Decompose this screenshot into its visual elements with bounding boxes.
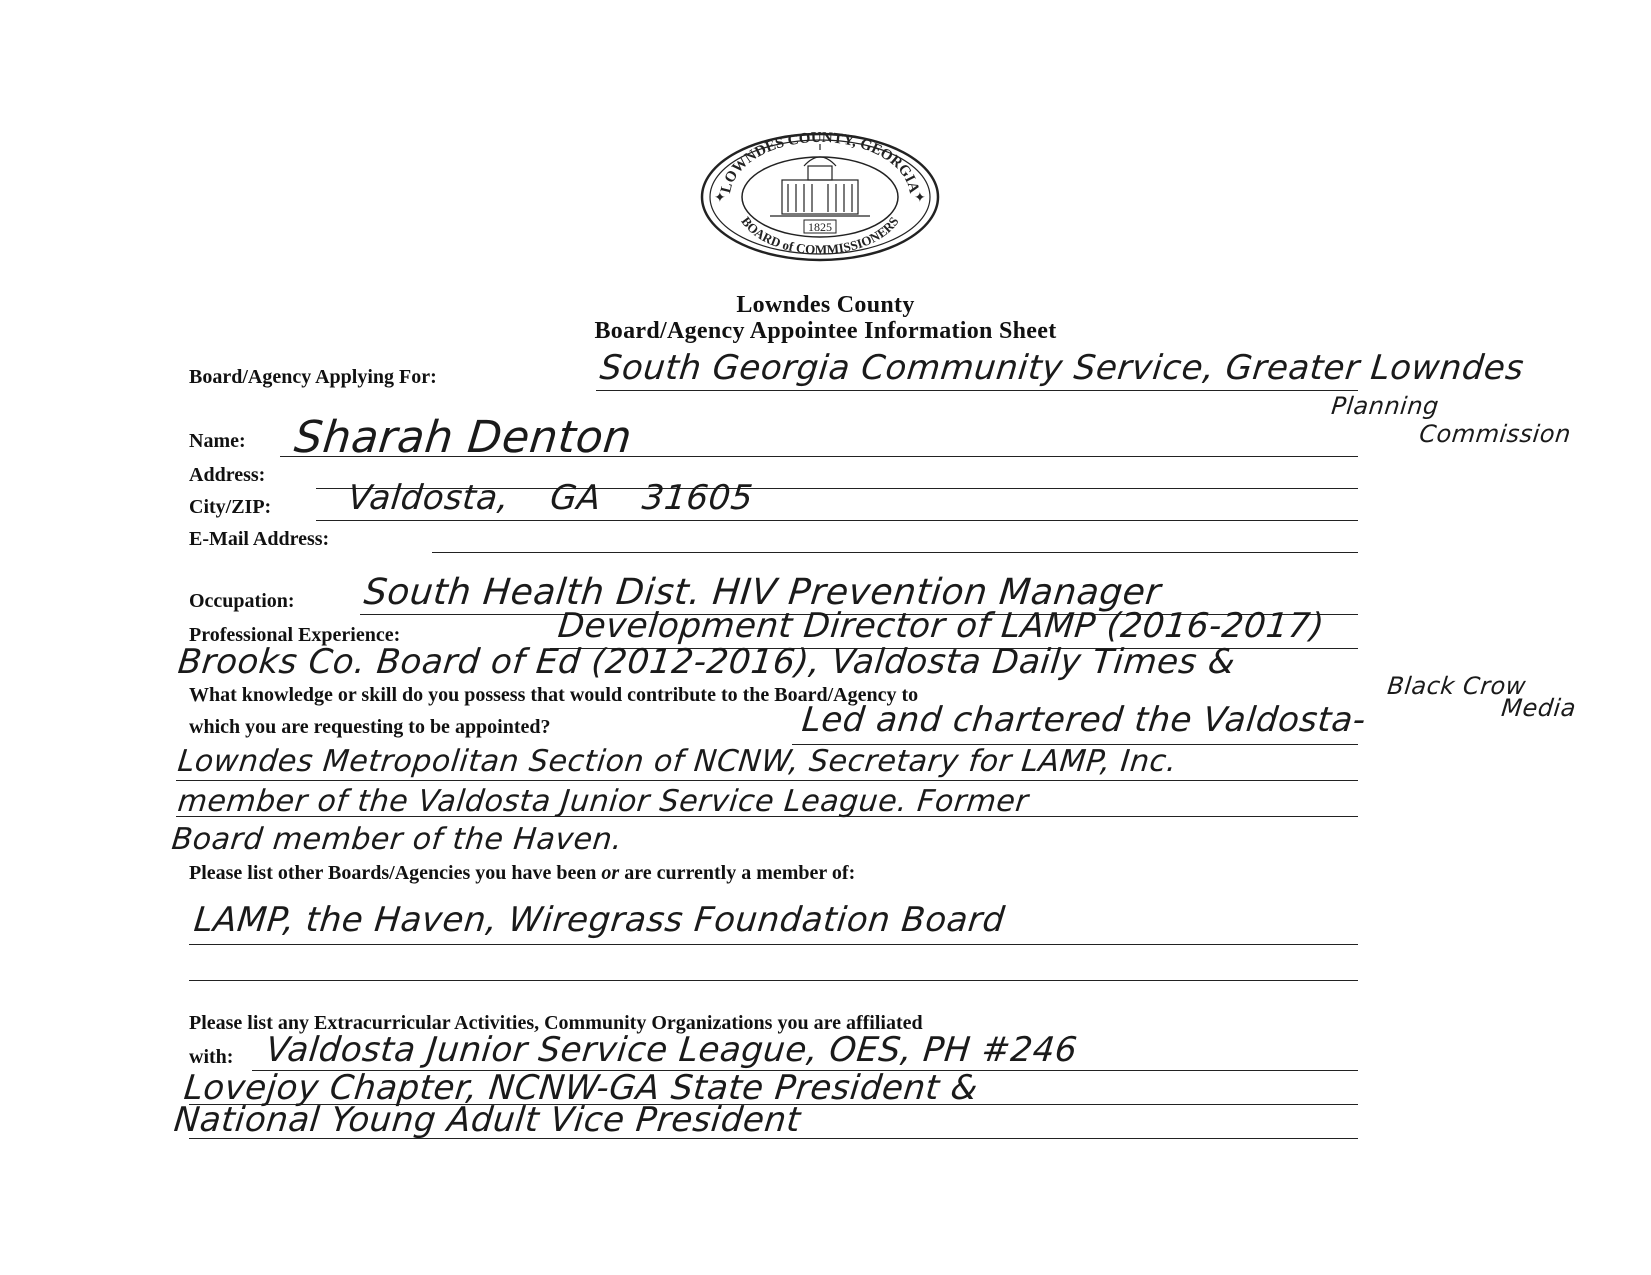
activities-line3: National Young Adult Vice President	[172, 1100, 803, 1140]
other-boards-value: LAMP, the Haven, Wiregrass Foundation Board	[192, 900, 1007, 940]
other-boards-field-line2[interactable]	[189, 980, 1358, 981]
experience-line3: Black Crow	[1386, 672, 1528, 700]
activities-label-line2: with:	[189, 1046, 234, 1068]
cityzip-field-line[interactable]	[316, 520, 1358, 521]
cityzip-label: City/ZIP:	[189, 496, 272, 518]
knowledge-line1: Led and chartered the Valdosta-	[800, 700, 1368, 740]
other-boards-label: Please list other Boards/Agencies you have been or are currently a member of:	[189, 862, 856, 884]
other-boards-field-line1[interactable]	[189, 944, 1358, 945]
experience-label: Professional Experience:	[189, 624, 401, 646]
board-field-line[interactable]	[596, 390, 1358, 391]
occupation-label: Occupation:	[189, 590, 295, 612]
knowledge-line2: Lowndes Metropolitan Section of NCNW, Secretary for LAMP, Inc.	[176, 744, 1179, 779]
board-label: Board/Agency Applying For:	[189, 366, 437, 388]
seal-top-text: LOWNDES COUNTY, GEORGIA	[718, 132, 922, 195]
experience-line4: Media	[1500, 694, 1578, 722]
county-seal	[700, 132, 940, 262]
cityzip-value: Valdosta, GA 31605	[346, 478, 756, 518]
name-value: Sharah Denton	[292, 412, 635, 463]
svg-text:✦: ✦	[914, 191, 926, 206]
activities-line2: Lovejoy Chapter, NCNW-GA State President &	[182, 1068, 980, 1108]
knowledge-label-line1: What knowledge or skill do you possess that would contribute to the Board/Agency to	[189, 684, 919, 706]
board-value-cont1: Planning	[1330, 392, 1441, 420]
seal-year: 1825	[808, 220, 832, 234]
knowledge-field-line3[interactable]	[176, 816, 1358, 817]
knowledge-line3: member of the Valdosta Junior Service League. Former	[176, 784, 1031, 819]
experience-line2: Brooks Co. Board of Ed (2012-2016), Valdosta Daily Times &	[176, 642, 1238, 682]
email-label: E-Mail Address:	[189, 528, 330, 550]
seal-bottom-text: BOARD of COMMISSIONERS	[738, 213, 902, 258]
svg-text:LOWNDES COUNTY, GEORGIA	[718, 132, 922, 195]
name-label: Name:	[189, 430, 246, 452]
occupation-value: South Health Dist. HIV Prevention Manager	[362, 572, 1163, 613]
board-value: South Georgia Community Service, Greater Lowndes	[598, 348, 1526, 388]
address-label: Address:	[189, 464, 266, 486]
page-title: Lowndes County	[736, 292, 915, 318]
knowledge-label-line2: which you are requesting to be appointed?	[189, 716, 551, 738]
svg-text:✦: ✦	[714, 191, 726, 206]
board-value-cont2: Commission	[1418, 420, 1573, 448]
email-field-line[interactable]	[432, 552, 1358, 553]
activities-line1: Valdosta Junior Service League, OES, PH #246	[264, 1030, 1080, 1070]
experience-line1: Development Director of LAMP (2016-2017)	[556, 606, 1327, 646]
page-subtitle: Board/Agency Appointee Information Sheet	[594, 318, 1057, 344]
activities-label-line1: Please list any Extracurricular Activities, Community Organizations you are affiliated	[189, 1012, 923, 1034]
knowledge-line4: Board member of the Haven.	[170, 822, 625, 857]
knowledge-field-line2[interactable]	[176, 780, 1358, 781]
